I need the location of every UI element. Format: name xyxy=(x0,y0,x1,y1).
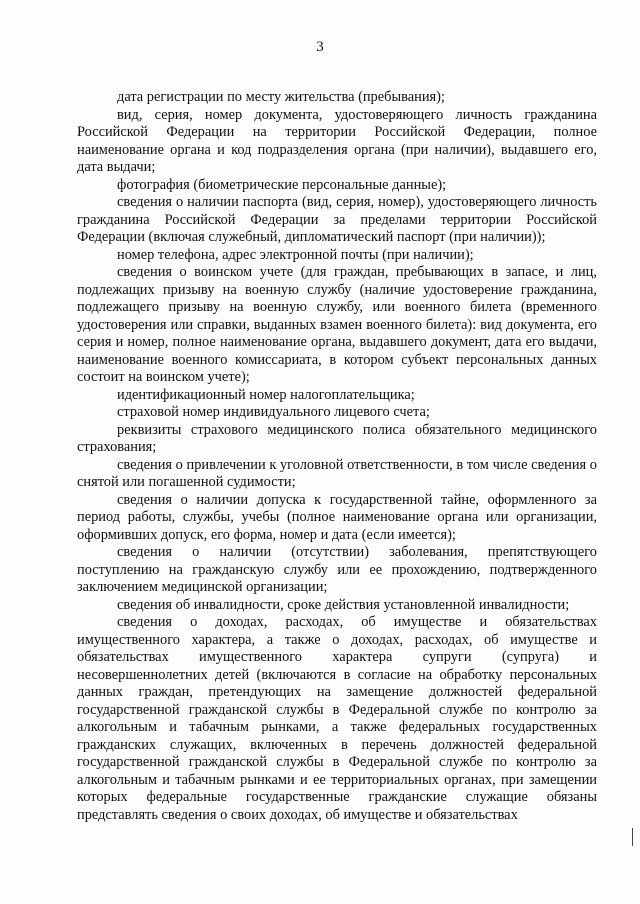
paragraph-insurance-number: страховой номер индивидуального лицевого счета; xyxy=(117,404,430,420)
margin-mark xyxy=(632,828,633,846)
paragraph-disability: сведения об инвалидности, сроке действия установленной инвалидности; xyxy=(117,596,570,613)
paragraph-medical-policy: реквизиты страхового медицинского полиса обязательного медицинского страхования; xyxy=(77,421,597,455)
paragraph-military-registration: сведения о воинском учете (для граждан, пребывающих в запасе, и лиц, подлежащих призыву на военную службу (наличие удостоверение гражданина, подлежащего призыву на военную службу, или военного билета (временного удостоверения или справки, выданных взамен военного билета): вид документа, его серия и номер, полное наименование органа, выдавшего документ, дата его выдачи, наименование военного комиссариата, в котором субъект персональных данных состоит на воинском учете); xyxy=(77,264,597,385)
paragraph-identity-document: вид, серия, номер документа, удостоверяющего личность гражданина Российской Федерации на территории Российской Федерации, полное наименование органа и код подразделения органа (при наличии), выдавшего его, дата выдачи; xyxy=(77,106,597,175)
paragraph-photograph: фотография (биометрические персональные данные); xyxy=(117,176,447,193)
paragraph-state-secret-access: сведения о наличии допуска к государственной тайне, оформленного за период работы, службы, учебы (полное наименование органа или организации, оформивших допуск, его форма, номер и дата (если имеется); xyxy=(77,491,597,543)
paragraph-foreign-passport: сведения о наличии паспорта (вид, серия, номер), удостоверяющего личность гражданина Российской Федерации за пределами территории Российской Федерации (включая служебный, дипломатический паспорт (при наличии)); xyxy=(77,194,597,245)
paragraph-phone-email: номер телефона, адрес электронной почты (при наличии); xyxy=(117,246,474,263)
paragraph-income-property: сведения о доходах, расходах, об имуществе и обязательствах имущественного характера, а также о доходах, расходах, об имуществе и обязательствах имущественного характера супруги (супруга) и несовершеннолетних детей (включаются в согласие на обработку персональных данных граждан, претендующих на замещение должностей федеральной государственной гражданской службы в Федеральной службе по контролю за алкогольным и табачным рынками, а также федеральных государственных гражданских служащих, включенных в перечень должностей федеральной государственной гражданской службы в Федеральной службе по контролю за алкогольным и табачным рынками и ее территориальных органах, при замещении которых федеральные государственные гражданские служащие обязаны представлять сведения о своих доходах, об имуществе и обязательствах xyxy=(77,614,597,823)
page-number: 3 xyxy=(316,39,324,55)
document-body xyxy=(77,89,597,824)
paragraph-registration-date: дата регистрации по месту жительства (пребывания); xyxy=(117,89,445,105)
paragraph-disease: сведения о наличии (отсутствии) заболевания, препятствующего поступлению на гражданскую службу или ее прохождению, подтвержденного заключением медицинской организации; xyxy=(77,544,597,595)
paragraph-criminal-liability: сведения о привлечении к уголовной ответственности, в том числе сведения о снятой или погашенной судимости; xyxy=(77,456,597,490)
paragraph-taxpayer-number: идентификационный номер налогоплательщика; xyxy=(117,386,415,403)
